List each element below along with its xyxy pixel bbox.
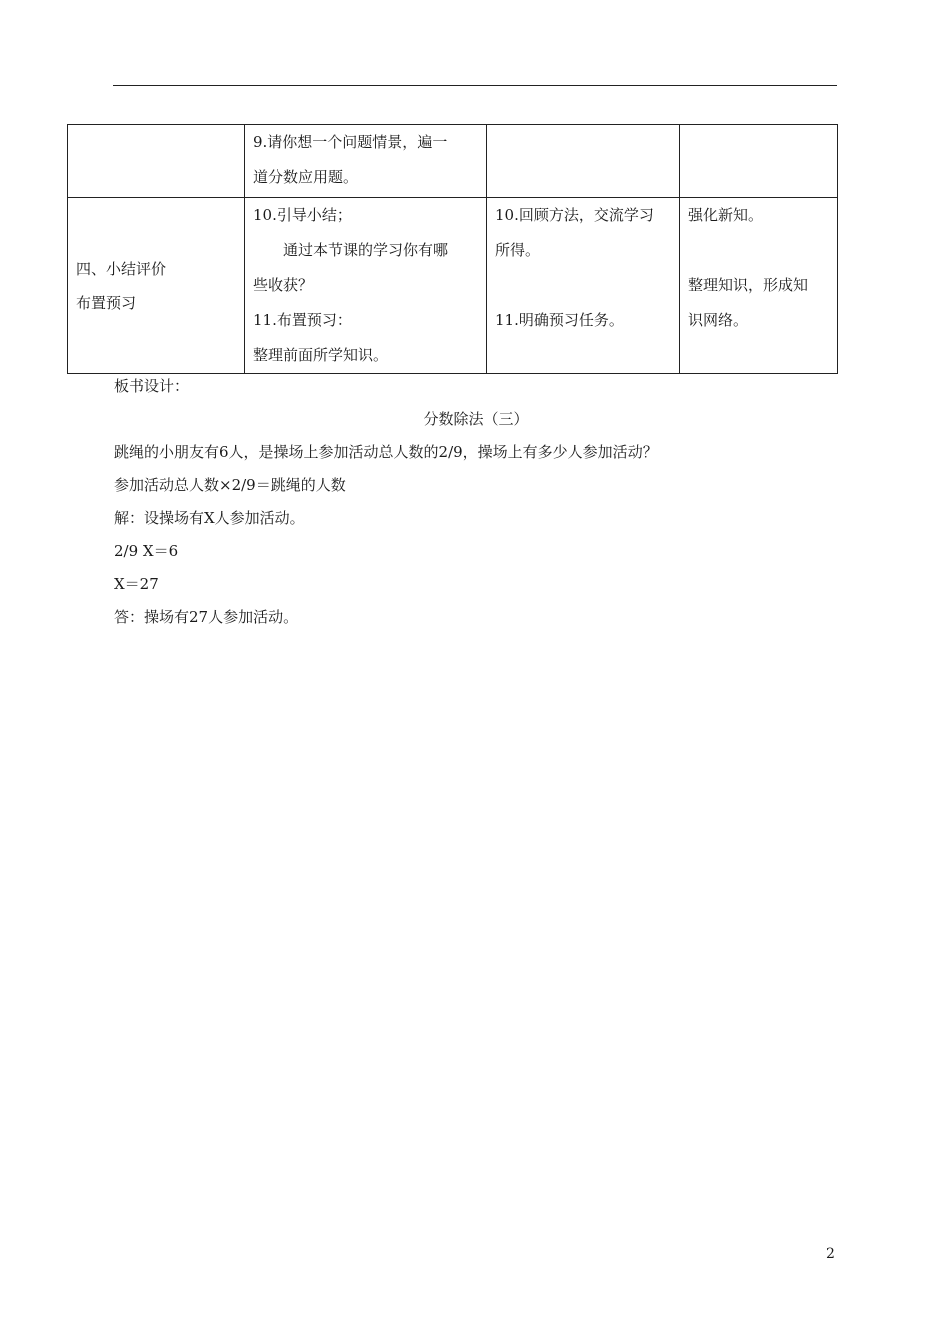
board-title: 分数除法（三） [423, 410, 529, 428]
board-line: 跳绳的小朋友有6人，是操场上参加活动总人数的2/9，操场上有多少人参加活动？ [114, 443, 658, 461]
header-rule [113, 85, 837, 86]
student-activity-cell [487, 125, 680, 198]
student-activity-cell [487, 198, 680, 374]
board-heading: 板书设计： [114, 377, 190, 395]
stage-line: 四、小结评价 [76, 259, 167, 278]
board-line: 答：操场有27人参加活动。 [114, 608, 299, 626]
page-number: 2 [826, 1246, 835, 1262]
lesson-plan-table [67, 124, 838, 374]
teacher-line: 道分数应用题。 [253, 168, 359, 186]
teacher-activity-cell [245, 125, 487, 198]
student-line: 11.明确预习任务。 [495, 311, 624, 329]
board-line: 2/9 X＝6 [114, 542, 179, 560]
teacher-line: 些收获？ [253, 276, 314, 294]
board-line: 参加活动总人数×2/9＝跳绳的人数 [114, 476, 346, 494]
teacher-activity-cell [245, 198, 487, 374]
teacher-line: 11.布置预习： [253, 311, 352, 329]
teacher-line: 10.引导小结； [253, 206, 352, 224]
intent-line: 整理知识，形成知 [688, 276, 809, 294]
board-line: X＝27 [114, 575, 159, 593]
stage-cell [68, 198, 245, 374]
teacher-line: 9.请你想一个问题情景，遍一 [253, 133, 448, 151]
intent-line: 识网络。 [688, 311, 749, 329]
intent-line: 强化新知。 [688, 206, 764, 224]
table-row [68, 198, 838, 374]
design-intent-cell [680, 198, 838, 374]
stage-cell [68, 125, 245, 198]
table-row [68, 125, 838, 198]
design-intent-cell [680, 125, 838, 198]
board-design [114, 370, 838, 634]
teacher-line: 整理前面所学知识。 [253, 346, 389, 364]
teacher-line: 通过本节课的学习你有哪 [283, 241, 449, 259]
board-line: 解：设操场有X人参加活动。 [114, 509, 305, 527]
student-line: 所得。 [495, 241, 541, 259]
stage-line: 布置预习 [76, 293, 137, 312]
student-line: 10.回顾方法，交流学习 [495, 206, 654, 224]
